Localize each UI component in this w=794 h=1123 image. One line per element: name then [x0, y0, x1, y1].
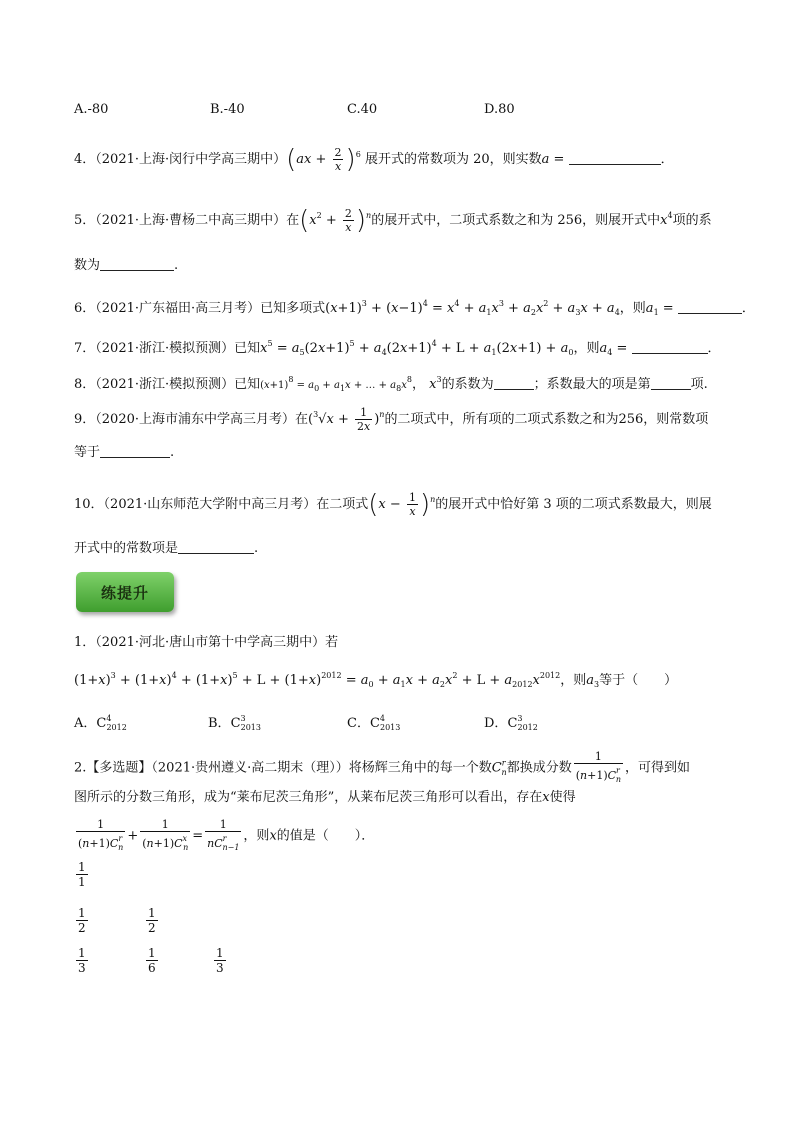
- question-9-source: 9．（2020·上海市浦东中学高三月考）在: [74, 412, 308, 427]
- triangle-entry: [212, 946, 228, 975]
- answer-blank[interactable]: [651, 376, 691, 390]
- triangle-denominator: 1: [78, 875, 86, 889]
- question-5: 5．（2021·上海·曹杨二中高三期中）在($x^2$ + $\frac{2}{x}$ )$^n$的展开式中，二项式系数之和为 256，则展开式中$x^4$项的系: [74, 205, 712, 236]
- practice-1-formula: $(1+x)^3 + (1+x)^4 + (1+x)^5 + L + (1+x)^{2012} = a_0 + a_1x + a_2x^2 + L + a_{2012}x^{2012}$，则$a_3$等于（ ）: [74, 671, 678, 689]
- question-4: 4．（2021·上海·闵行中学高三期中）(ax + $\frac{2}{x}$ )$^6$ 展开式的常数项为 20，则实数a = ．: [74, 144, 674, 175]
- answer-blank[interactable]: [100, 257, 174, 271]
- option-c: C.40: [347, 102, 378, 117]
- question-5-source: 5．（2021·上海·曹杨二中高三期中）在: [74, 213, 300, 228]
- triangle-numerator: 1: [148, 946, 156, 960]
- option-d: D.80: [484, 102, 515, 117]
- answer-blank[interactable]: [569, 151, 661, 165]
- question-9: 9．（2020·上海市浦东中学高三月考）在($^3$√x + $\frac{1}{2x}$ )$^n$的二项式中，所有项的二项式系数之和为256，则常数项: [74, 406, 709, 433]
- question-7-source: 7．（2021·浙江·模拟预测）已知: [74, 341, 261, 356]
- answer-blank[interactable]: [100, 444, 170, 458]
- triangle-denominator: 3: [216, 961, 224, 975]
- triangle-numerator: 1: [78, 906, 86, 920]
- triangle-entry: [144, 906, 160, 935]
- question-10-source: 10．（2021·山东师范大学附中高三月考）在二项式: [74, 497, 369, 512]
- practice-2: 2.【多选题】（2021·贵州遵义·高二期末（理））将杨辉三角中的每一个数$C^r_n$都换成分数 $\frac{1}{(n+1)C^r_n}$ ，可得到如: [74, 750, 691, 784]
- answer-blank[interactable]: [678, 300, 742, 314]
- practice-2-source: 2.【多选题】（2021·贵州遵义·高二期末（理））将杨辉三角中的每一个数: [74, 760, 492, 776]
- triangle-entry: [74, 946, 90, 975]
- triangle-entry: [144, 946, 160, 975]
- triangle-denominator: 6: [148, 961, 156, 975]
- triangle-denominator: 2: [78, 921, 86, 935]
- question-6: 6．（2021·广东福田·高三月考）已知多项式$(x+1)^3 + (x-1)^4 = x^4 + a_1x^3 + a_2x^2 + a_3x + a_4$，则$a_1$ = ．: [74, 299, 755, 317]
- triangle-numerator: 1: [216, 946, 224, 960]
- practice-1-source: 1．（2021·河北·唐山市第十中学高三期中）若: [74, 635, 339, 650]
- triangle-denominator: 3: [78, 961, 86, 975]
- answer-blank[interactable]: [178, 540, 254, 554]
- answer-blank[interactable]: [494, 376, 534, 390]
- question-4-source: 4．（2021·上海·闵行中学高三期中）: [74, 152, 287, 167]
- triangle-numerator: 1: [78, 860, 86, 874]
- option-a: A.-80: [74, 102, 109, 117]
- option-b: B．$C^3_{2013}$: [208, 714, 261, 732]
- answer-blank[interactable]: [632, 340, 708, 354]
- option-c: C．$C^4_{2013}$: [347, 714, 401, 732]
- question-6-source: 6．（2021·广东福田·高三月考）已知多项式: [74, 301, 326, 316]
- triangle-numerator: 1: [78, 946, 86, 960]
- section-badge: 练提升: [76, 572, 174, 612]
- option-d: D．$C^3_{2012}$: [484, 714, 538, 732]
- option-b: B.-40: [210, 102, 245, 117]
- option-a: A．$C^4_{2012}$: [74, 714, 127, 732]
- triangle-entry: [74, 906, 90, 935]
- question-7: 7．（2021·浙江·模拟预测）已知$x^5 = a_5(2x+1)^5 + a_4(2x+1)^4 + L + a_1(2x+1) + a_0$，则$a_4$ = ．: [74, 339, 721, 357]
- practice-1: [74, 633, 338, 653]
- triangle-denominator: 2: [148, 921, 156, 935]
- question-8-source: 8．（2021·浙江·模拟预测）已知: [74, 377, 261, 392]
- question-10: 10．（2021·山东师范大学附中高三月考）在二项式(x − $\frac{1}{x}$ )$^n$的展开式中恰好第 3 项的二项式系数最大，则展: [74, 489, 712, 520]
- question-8: 8．（2021·浙江·模拟预测）已知$(x+1)^8 = a_0 + a_1x$ + … + $a_8x^8$， $x^3$的系数为 ；系数最大的项是第 项.: [74, 375, 708, 393]
- triangle-entry: [74, 860, 90, 889]
- triangle-numerator: 1: [148, 906, 156, 920]
- practice-2-equation: $\frac{1}{(n+1)C^r_n}$ + $\frac{1}{(n+1)C^x_n}$ = $\frac{1}{nC^r_{n-1}}$ ，则x的值是（ ）．: [78, 818, 375, 852]
